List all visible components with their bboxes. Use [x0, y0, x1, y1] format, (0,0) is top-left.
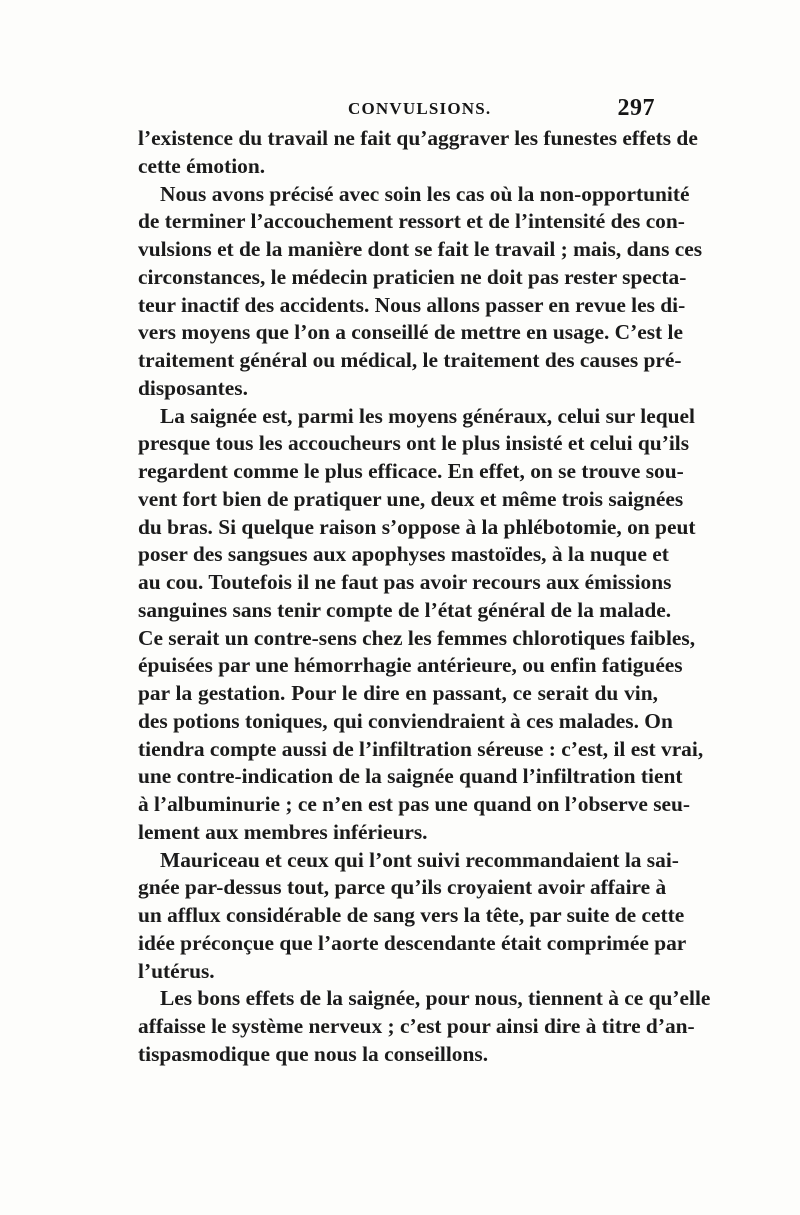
text-line: idée préconçue que l’aorte descendante était comprimée par: [138, 930, 687, 955]
text-line: au cou. Toutefois il ne faut pas avoir recours aux émissions: [138, 570, 672, 594]
body-text: [138, 125, 711, 1069]
text-line: des potions toniques, qui conviendraient à ces malades. On: [138, 708, 673, 733]
text-line: un afflux considérable de sang vers la tête, par suite de cette: [138, 903, 685, 927]
text-line: Les bons effets de la saignée, pour nous, tiennent à ce qu’elle: [160, 986, 711, 1011]
text-line: traitement général ou médical, le traitement des causes pré-: [138, 348, 682, 372]
text-line: poser des sangsues aux apophyses mastoïdes, à la nuque et: [138, 542, 669, 567]
text-line: une contre-indication de la saignée quand l’infiltration tient: [138, 764, 683, 789]
text-line: vulsions et de la manière dont se fait le travail ; mais, dans ces: [138, 237, 703, 261]
running-head: [138, 95, 655, 125]
text-line: teur inactif des accidents. Nous allons passer en revue les di-: [138, 292, 686, 317]
text-line: Nous avons précisé avec soin les cas où la non-opportunité: [160, 181, 690, 206]
text-line: presque tous les accoucheurs ont le plus insisté et celui qu’ils: [138, 431, 690, 456]
text-line: vers moyens que l’on a conseillé de mettre en usage. C’est le: [138, 320, 683, 345]
text-line: gnée par-dessus tout, parce qu’ils croyaient avoir affaire à: [138, 875, 667, 900]
running-title: CONVULSIONS.: [348, 99, 492, 118]
text-line: tiendra compte aussi de l’infiltration séreuse : c’est, il est vrai,: [138, 736, 704, 761]
text-line: cette émotion.: [138, 153, 266, 178]
text-line: vent fort bien de pratiquer une, deux et même trois saignées: [138, 486, 684, 511]
text-line: à l’albuminurie ; ce n’en est pas une quand on l’observe seu-: [138, 792, 691, 816]
text-line: Ce serait un contre-sens chez les femmes chlorotiques faibles,: [138, 625, 696, 650]
text-line: La saignée est, parmi les moyens généraux, celui sur lequel: [160, 403, 695, 428]
text-line: du bras. Si quelque raison s’oppose à la phlébotomie, on peut: [138, 514, 696, 539]
text-line: disposantes.: [138, 375, 248, 400]
text-line: sanguines sans tenir compte de l’état général de la malade.: [138, 597, 672, 622]
text-line: l’utérus.: [138, 958, 215, 983]
text-line: lement aux membres inférieurs.: [138, 819, 428, 844]
text-line: Mauriceau et ceux qui l’ont suivi recommandaient la sai-: [160, 847, 679, 872]
text-line: circonstances, le médecin praticien ne doit pas rester specta-: [138, 264, 687, 289]
page-number: 297: [617, 95, 655, 121]
text-line: de terminer l’accouchement ressort et de l’intensité des con-: [138, 209, 685, 234]
text-line: l’existence du travail ne fait qu’aggraver les funestes effets de: [138, 126, 698, 150]
text-line: tispasmodique que nous la conseillons.: [138, 1041, 489, 1066]
text-line: épuisées par une hémorrhagie antérieure, ou enfin fatiguées: [138, 653, 683, 678]
text-line: affaisse le système nerveux ; c’est pour ainsi dire à titre d’an-: [138, 1014, 695, 1038]
text-line: regardent comme le plus efficace. En effet, on se trouve sou-: [138, 459, 684, 483]
text-line: par la gestation. Pour le dire en passant, ce serait du vin,: [138, 681, 658, 705]
